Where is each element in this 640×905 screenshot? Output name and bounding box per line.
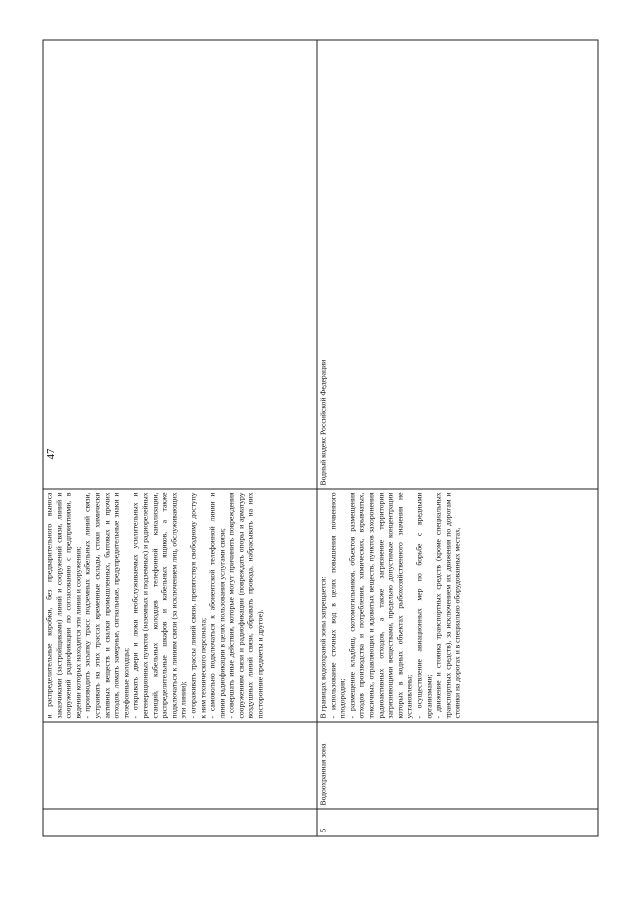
zone-name-cell: Водоохранная зона bbox=[317, 722, 598, 809]
page-number: 47 bbox=[45, 448, 57, 460]
restriction-line: - совершать иные действия, которые могут причинить повреждения сооружениям связи и радиофикации (повреждать опоры и арматуру воздушных линий связи, обрывать провода, набрасывать на них посторонние предметы и другое). bbox=[226, 492, 265, 719]
row-number-cell: 5 bbox=[317, 809, 598, 836]
restrictions-cell bbox=[43, 489, 317, 722]
restriction-line: В границах водоохраной зоны запрещается: bbox=[318, 576, 328, 719]
restrictions-cell bbox=[317, 489, 598, 722]
table-row bbox=[317, 40, 598, 836]
restriction-line: - размещение кладбищ, скотомогильников, объектов размещения отходов производства и потребления, химических, взрывчатых, токсичных, отравляющих и ядовитых веществ, пунктов захоронения радиоактивных отходов, а также загрязнение территории загрязняющими веществами, предельно допустимые концентрации которых в водных объектах рыбохозяйственного значения не установлены; bbox=[347, 492, 414, 719]
restriction-line: - осуществление авиационных мер по борьбе с вредными организмами; bbox=[414, 492, 434, 719]
table-row bbox=[43, 40, 317, 836]
restriction-line: и распределительные коробки, без предварительного выноса заказчиками (застройщиками) линий и сооружений связи, линий и сооружений радиофикации по согласованию с предприятиями, в ведении которых находятся эти линии и сооружения; bbox=[44, 492, 83, 719]
restriction-line: - огораживать трассы линий связи, препятствуя свободному доступу к ним технического персонала; bbox=[188, 492, 207, 719]
legal-basis-cell bbox=[43, 40, 317, 489]
restrictions-table bbox=[43, 40, 599, 837]
restriction-line: - открывать двери и люки необслуживаемых усилительных и регенерационных пунктов (наземных и подземных) и радиорелейных станций, кабельных колодцев телефонной канализации, распределительные шкафов и кабельных ящиков, а также подключаться к линиям связи (за исключением лиц, обслуживающих эти линии); bbox=[130, 492, 188, 719]
restriction-line: - самовольно подключаться к абонентской телефонной линии и линии радиофикации в целях пользования услугами связи; bbox=[207, 492, 227, 719]
restriction-line: - использование сточных вод в целях повышения почвенного плодородия; bbox=[328, 492, 347, 719]
restriction-line: - движение и стоянка транспортных средств (кроме специальных транспортных средств), за исключением их движения по дорогам и стоянки на дорогах и в специально оборудованных местах, bbox=[433, 492, 462, 719]
zone-name-cell bbox=[43, 722, 317, 809]
row-number-cell bbox=[43, 809, 317, 836]
table-container bbox=[43, 69, 598, 837]
restriction-line: - производить засыпку трасс подземных кабельных линий связи, устраивать на этих трассах временные склады, стоки химически активных веществ и свалки промышленных, бытовых и прочих отходов, ломать замерные, сигнальные, предупредительные знаки и телефонные колодцы; bbox=[82, 492, 131, 719]
legal-basis-cell: Водный кодекс Российской Федерации bbox=[317, 40, 598, 489]
